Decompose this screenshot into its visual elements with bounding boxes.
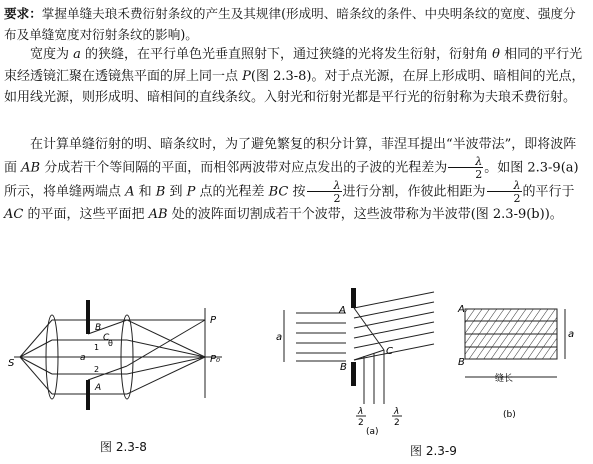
figure-2-3-9b-diagram bbox=[455, 295, 585, 435]
label-B: B bbox=[95, 323, 102, 333]
label-sub-b: (b) bbox=[503, 410, 516, 420]
symbol-AC: AC bbox=[4, 206, 24, 222]
label-C: C bbox=[386, 346, 393, 357]
label-P: P bbox=[210, 315, 217, 326]
symbol-B: B bbox=[155, 184, 166, 199]
fraction-half-lambda bbox=[448, 156, 483, 180]
figure-2-3-8-caption: 图 2.3-8 bbox=[100, 440, 147, 454]
text-segment: 点的光程差 bbox=[195, 184, 269, 199]
symbol-BC: BC bbox=[268, 184, 289, 199]
slit-plate-top bbox=[351, 288, 356, 308]
slit-plate-bottom bbox=[86, 380, 90, 410]
line-AC bbox=[354, 308, 384, 350]
text-segment: 和 bbox=[134, 184, 156, 199]
text-segment: 宽度为 bbox=[30, 47, 74, 62]
label-S: S bbox=[8, 358, 15, 369]
figure-2-3-9-caption: 图 2.3-9 bbox=[410, 444, 457, 458]
fraction-denominator: 2 bbox=[475, 167, 483, 181]
label-B: B bbox=[340, 362, 347, 373]
label-A: A bbox=[95, 383, 102, 393]
symbol-P: P bbox=[242, 68, 251, 84]
label-theta: θ bbox=[108, 339, 113, 348]
text-segment: (图 2.3-8)。对于点光源，在屏上形成明、暗相间的光点，如用线光源，则形成明、暗相间的直线条纹。入射光和衍射光都是平行光的衍射称为夫琅禾费衍射。 bbox=[4, 68, 585, 105]
label-lambda: λ bbox=[358, 407, 364, 417]
label-A: A bbox=[458, 304, 465, 315]
figure-2-3-9a-diagram bbox=[276, 288, 446, 436]
label-a: a bbox=[80, 353, 86, 363]
text-segment: 的狭缝，在平行单色光垂直照射下，通过狭缝的光将发生衍射，衍射角 bbox=[80, 47, 493, 62]
symbol-a: a bbox=[73, 47, 81, 62]
fraction-numerator: λ bbox=[448, 156, 483, 168]
label-two: 2 bbox=[358, 418, 364, 428]
text-segment: 。如图 2.3-9(a)所示，将单缝两端点 bbox=[4, 160, 579, 199]
text-segment: 按 bbox=[288, 184, 306, 199]
paragraph-half-wave-zones bbox=[4, 134, 588, 225]
text-segment: 进行分割，作彼此相距为 bbox=[342, 184, 486, 199]
figure-2-3-8-diagram bbox=[0, 290, 260, 410]
fraction-half-lambda bbox=[307, 180, 342, 204]
fraction-numerator: λ bbox=[487, 180, 522, 192]
label-a: a bbox=[568, 329, 575, 340]
fraction-denominator: 2 bbox=[513, 191, 521, 205]
label-A: A bbox=[339, 305, 346, 316]
slit-plate-bottom bbox=[351, 362, 356, 386]
fraction-numerator: λ bbox=[307, 180, 342, 192]
label-P0: P₀ bbox=[210, 354, 221, 365]
symbol-theta: θ bbox=[492, 47, 500, 62]
label-2: 2 bbox=[94, 365, 100, 374]
text-segment: 相同的平行光束经透镜汇聚在透镜焦平面的屏上同一点 bbox=[4, 47, 583, 84]
fraction-half-lambda bbox=[487, 180, 522, 204]
fraction-denominator: 2 bbox=[333, 191, 341, 205]
requirement-paragraph bbox=[4, 3, 588, 45]
symbol-AB: AB bbox=[21, 160, 41, 175]
text-segment: 的平行于 bbox=[522, 184, 575, 199]
label-slit-length: 缝长 bbox=[495, 374, 514, 384]
label-1: 1 bbox=[94, 343, 100, 352]
label-lambda: λ bbox=[394, 407, 400, 417]
text-segment: 的平面，这些平面把 bbox=[23, 206, 149, 222]
text-segment: 在计算单缝衍射的明、暗条纹时，为了避免繁复的积分计算，菲涅耳提出“半波带法”，即将波阵面 bbox=[4, 137, 577, 175]
label-a: a bbox=[276, 332, 283, 343]
text-segment: 处的波阵面切割成若干个波带，这些波带称为半波带(图 2.3-9(b))。 bbox=[167, 206, 563, 222]
symbol-A: A bbox=[125, 184, 135, 199]
label-B: B bbox=[458, 357, 465, 368]
label-sub-a: (a) bbox=[366, 427, 379, 436]
symbol-P: P bbox=[186, 184, 196, 199]
requirement-text: 掌握单缝夫琅禾费衍射条纹的产生及其规律(形成明、暗条纹的条件、中央明条纹的宽度、强度分布及单缝宽度对衍射条纹的影响)。 bbox=[4, 6, 576, 42]
paragraph-diffraction-intro bbox=[4, 44, 588, 109]
text-segment: 分成若干个等间隔的平面，而相邻两波带对应点发出的子波的光程差为 bbox=[40, 160, 448, 175]
requirement-lead: 要求： bbox=[4, 6, 42, 21]
text-segment: 到 bbox=[165, 184, 187, 199]
label-C: C bbox=[103, 333, 110, 343]
symbol-AB: AB bbox=[148, 206, 168, 222]
label-two: 2 bbox=[394, 418, 400, 428]
slit-plate-top bbox=[86, 300, 90, 334]
